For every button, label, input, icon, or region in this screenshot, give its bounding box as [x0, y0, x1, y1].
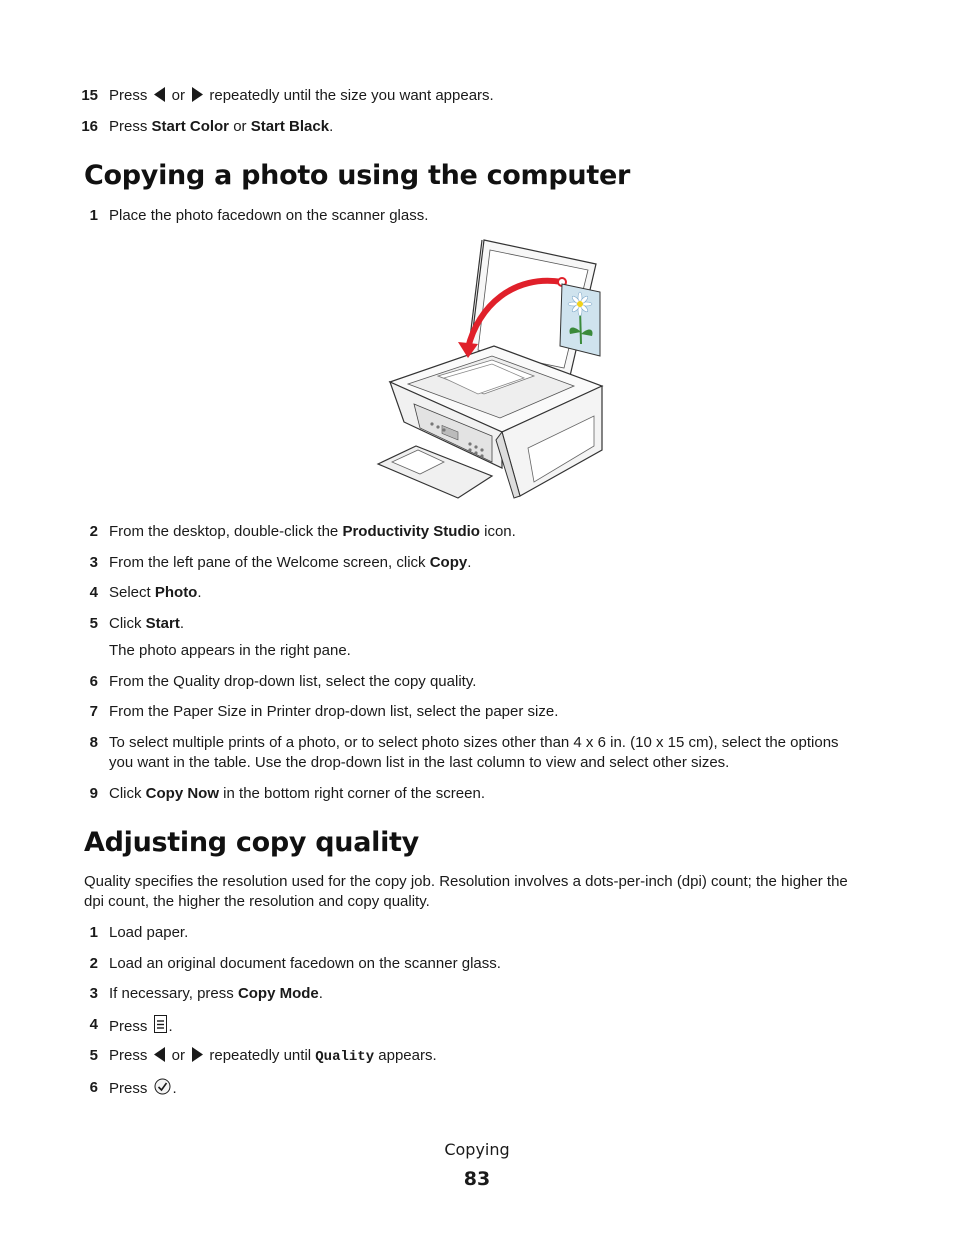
step-text: From the Quality drop-down list, select the copy quality. [109, 673, 477, 690]
menu-icon [154, 1015, 167, 1033]
left-arrow-icon [154, 1047, 166, 1062]
step-number: 16 [81, 118, 98, 135]
step-number: 8 [89, 734, 98, 751]
right-arrow-icon [191, 87, 203, 102]
button-name: Start Black [250, 118, 330, 135]
step-text: Place the photo facedown on the scanner glass. [109, 207, 429, 224]
step-number: 3 [89, 985, 98, 1002]
step-text: Load an original document facedown on the scanner glass. [109, 955, 501, 972]
step-text: From the Paper Size in Printer drop-down list, select the paper size. [109, 703, 559, 720]
footer-section-name: Copying [444, 1140, 510, 1159]
display-text: Quality [315, 1049, 375, 1065]
step-text-line: To select multiple prints of a photo, or to select photo sizes other than 4 x 6 in. (10 x 15 cm), select the options [109, 734, 839, 751]
left-arrow-icon [154, 87, 166, 102]
step-number: 2 [89, 523, 98, 540]
step-number: 4 [89, 1016, 98, 1033]
intro-paragraph: Quality specifies the resolution used for the copy job. Resolution involves a dots-per-inch (dpi) count; the higher the dpi count, the higher the resolution and copy quality. [84, 873, 848, 910]
step-number: 5 [89, 1047, 98, 1064]
step-number: 9 [89, 785, 98, 802]
step-number: 1 [89, 207, 98, 224]
step-number: 5 [89, 615, 98, 632]
step-number: 2 [89, 955, 98, 972]
section-heading: Copying a photo using the computer [84, 160, 630, 191]
select-check-icon [154, 1078, 171, 1095]
step-number: 3 [89, 554, 98, 571]
step-text: Load paper. [109, 924, 189, 941]
step-note: The photo appears in the right pane. [109, 642, 351, 659]
step-number: 6 [89, 673, 98, 690]
button-name: Start Color [151, 118, 230, 135]
step-number: 6 [89, 1079, 98, 1096]
step-number: 7 [89, 703, 98, 720]
right-arrow-icon [191, 1047, 203, 1062]
step-number: 15 [81, 87, 98, 104]
step-number: 4 [89, 584, 98, 601]
printer-illustration [374, 236, 610, 508]
step-text-line: you want in the table. Use the drop-down list in the last column to view and select other sizes. [109, 754, 730, 771]
page-number: 83 [463, 1168, 491, 1190]
section-heading: Adjusting copy quality [84, 827, 419, 858]
step-text: Press [109, 87, 152, 104]
step-number: 1 [89, 924, 98, 941]
